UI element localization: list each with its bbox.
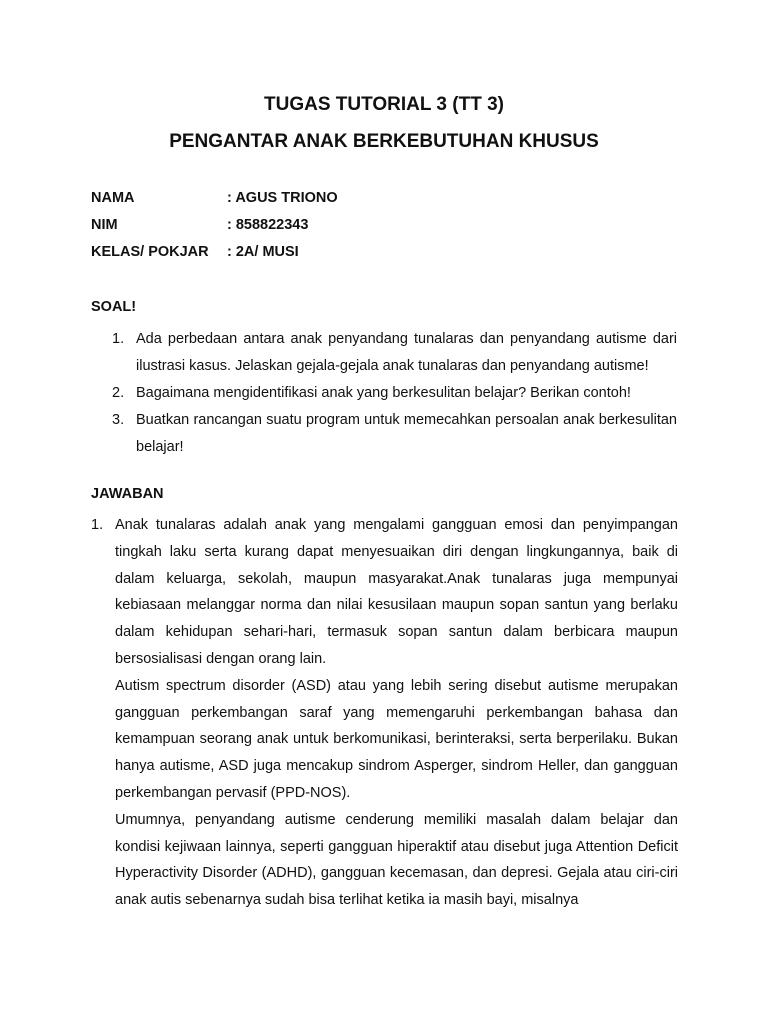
document-title: TUGAS TUTORIAL 3 (TT 3) (264, 94, 504, 115)
question-text: Bagaimana mengidentifikasi anak yang berkesulitan belajar? Berikan contoh! (136, 385, 631, 401)
question-text: Ada perbedaan antara anak penyandang tunalaras dan penyandang autisme dari ilustrasi kasus. Jelaskan gejala-gejala anak tunalaras dan penyandang autisme! (136, 331, 677, 374)
identity-row-kelas (91, 244, 338, 271)
answer-body (115, 512, 678, 914)
answer-paragraph: Umumnya, penyandang autisme cenderung memiliki masalah dalam belajar dan kondisi kejiwaan lainnya, seperti gangguan hiperaktif atau disebut juga Attention Deficit Hyperactivity Disorder (ADHD), gangguan kecemasan, dan depresi. Gejala atau ciri-ciri anak autis sebenarnya sudah bisa terlihat ketika ia masih bayi, misalnya (115, 811, 678, 909)
identity-label: KELAS/ POKJAR (91, 244, 209, 260)
questions-list (112, 326, 677, 461)
questions-heading: SOAL! (91, 299, 137, 315)
question-item (112, 380, 677, 407)
identity-label: NIM (91, 217, 118, 233)
identity-value: : 2A/ MUSI (227, 244, 299, 260)
answer-item (91, 512, 678, 914)
question-number: 1. (112, 331, 125, 347)
identity-value: : AGUS TRIONO (227, 190, 338, 206)
identity-block (91, 190, 338, 271)
question-number: 3. (112, 412, 125, 428)
answers-list (91, 512, 678, 914)
identity-label: NAMA (91, 190, 135, 206)
identity-row-nim (91, 217, 338, 244)
document-subtitle: PENGANTAR ANAK BERKEBUTUHAN KHUSUS (169, 131, 599, 152)
identity-row-nama (91, 190, 338, 217)
question-text: Buatkan rancangan suatu program untuk memecahkan persoalan anak berkesulitan belajar! (136, 412, 677, 455)
question-number: 2. (112, 385, 125, 401)
question-item (112, 407, 677, 461)
answer-number: 1. (91, 517, 104, 533)
answer-paragraph: Anak tunalaras adalah anak yang mengalami gangguan emosi dan penyimpangan tingkah laku serta kurang dapat menyesuaikan diri dengan lingkungannya, baik di dalam keluarga, sekolah, maupun masyarakat.Anak tunalaras juga mempunyai kebiasaan melanggar norma dan nilai kesusilaan maupun sopan santun yang berlaku dalam kehidupan sehari-hari, termasuk sopan santun dalam berbicara maupun bersosialisasi dengan orang lain. (115, 517, 678, 667)
answers-heading: JAWABAN (91, 486, 164, 502)
answer-paragraph: Autism spectrum disorder (ASD) atau yang lebih sering disebut autisme merupakan gangguan perkembangan saraf yang memengaruhi perkembangan bahasa dan kemampuan seorang anak untuk berkomunikasi, berinteraksi, serta berperilaku. Bukan hanya autisme, ASD juga mencakup sindrom Asperger, sindrom Heller, dan gangguan perkembangan pervasif (PPD-NOS). (115, 677, 678, 801)
question-item (112, 326, 677, 380)
identity-value: : 858822343 (227, 217, 309, 233)
